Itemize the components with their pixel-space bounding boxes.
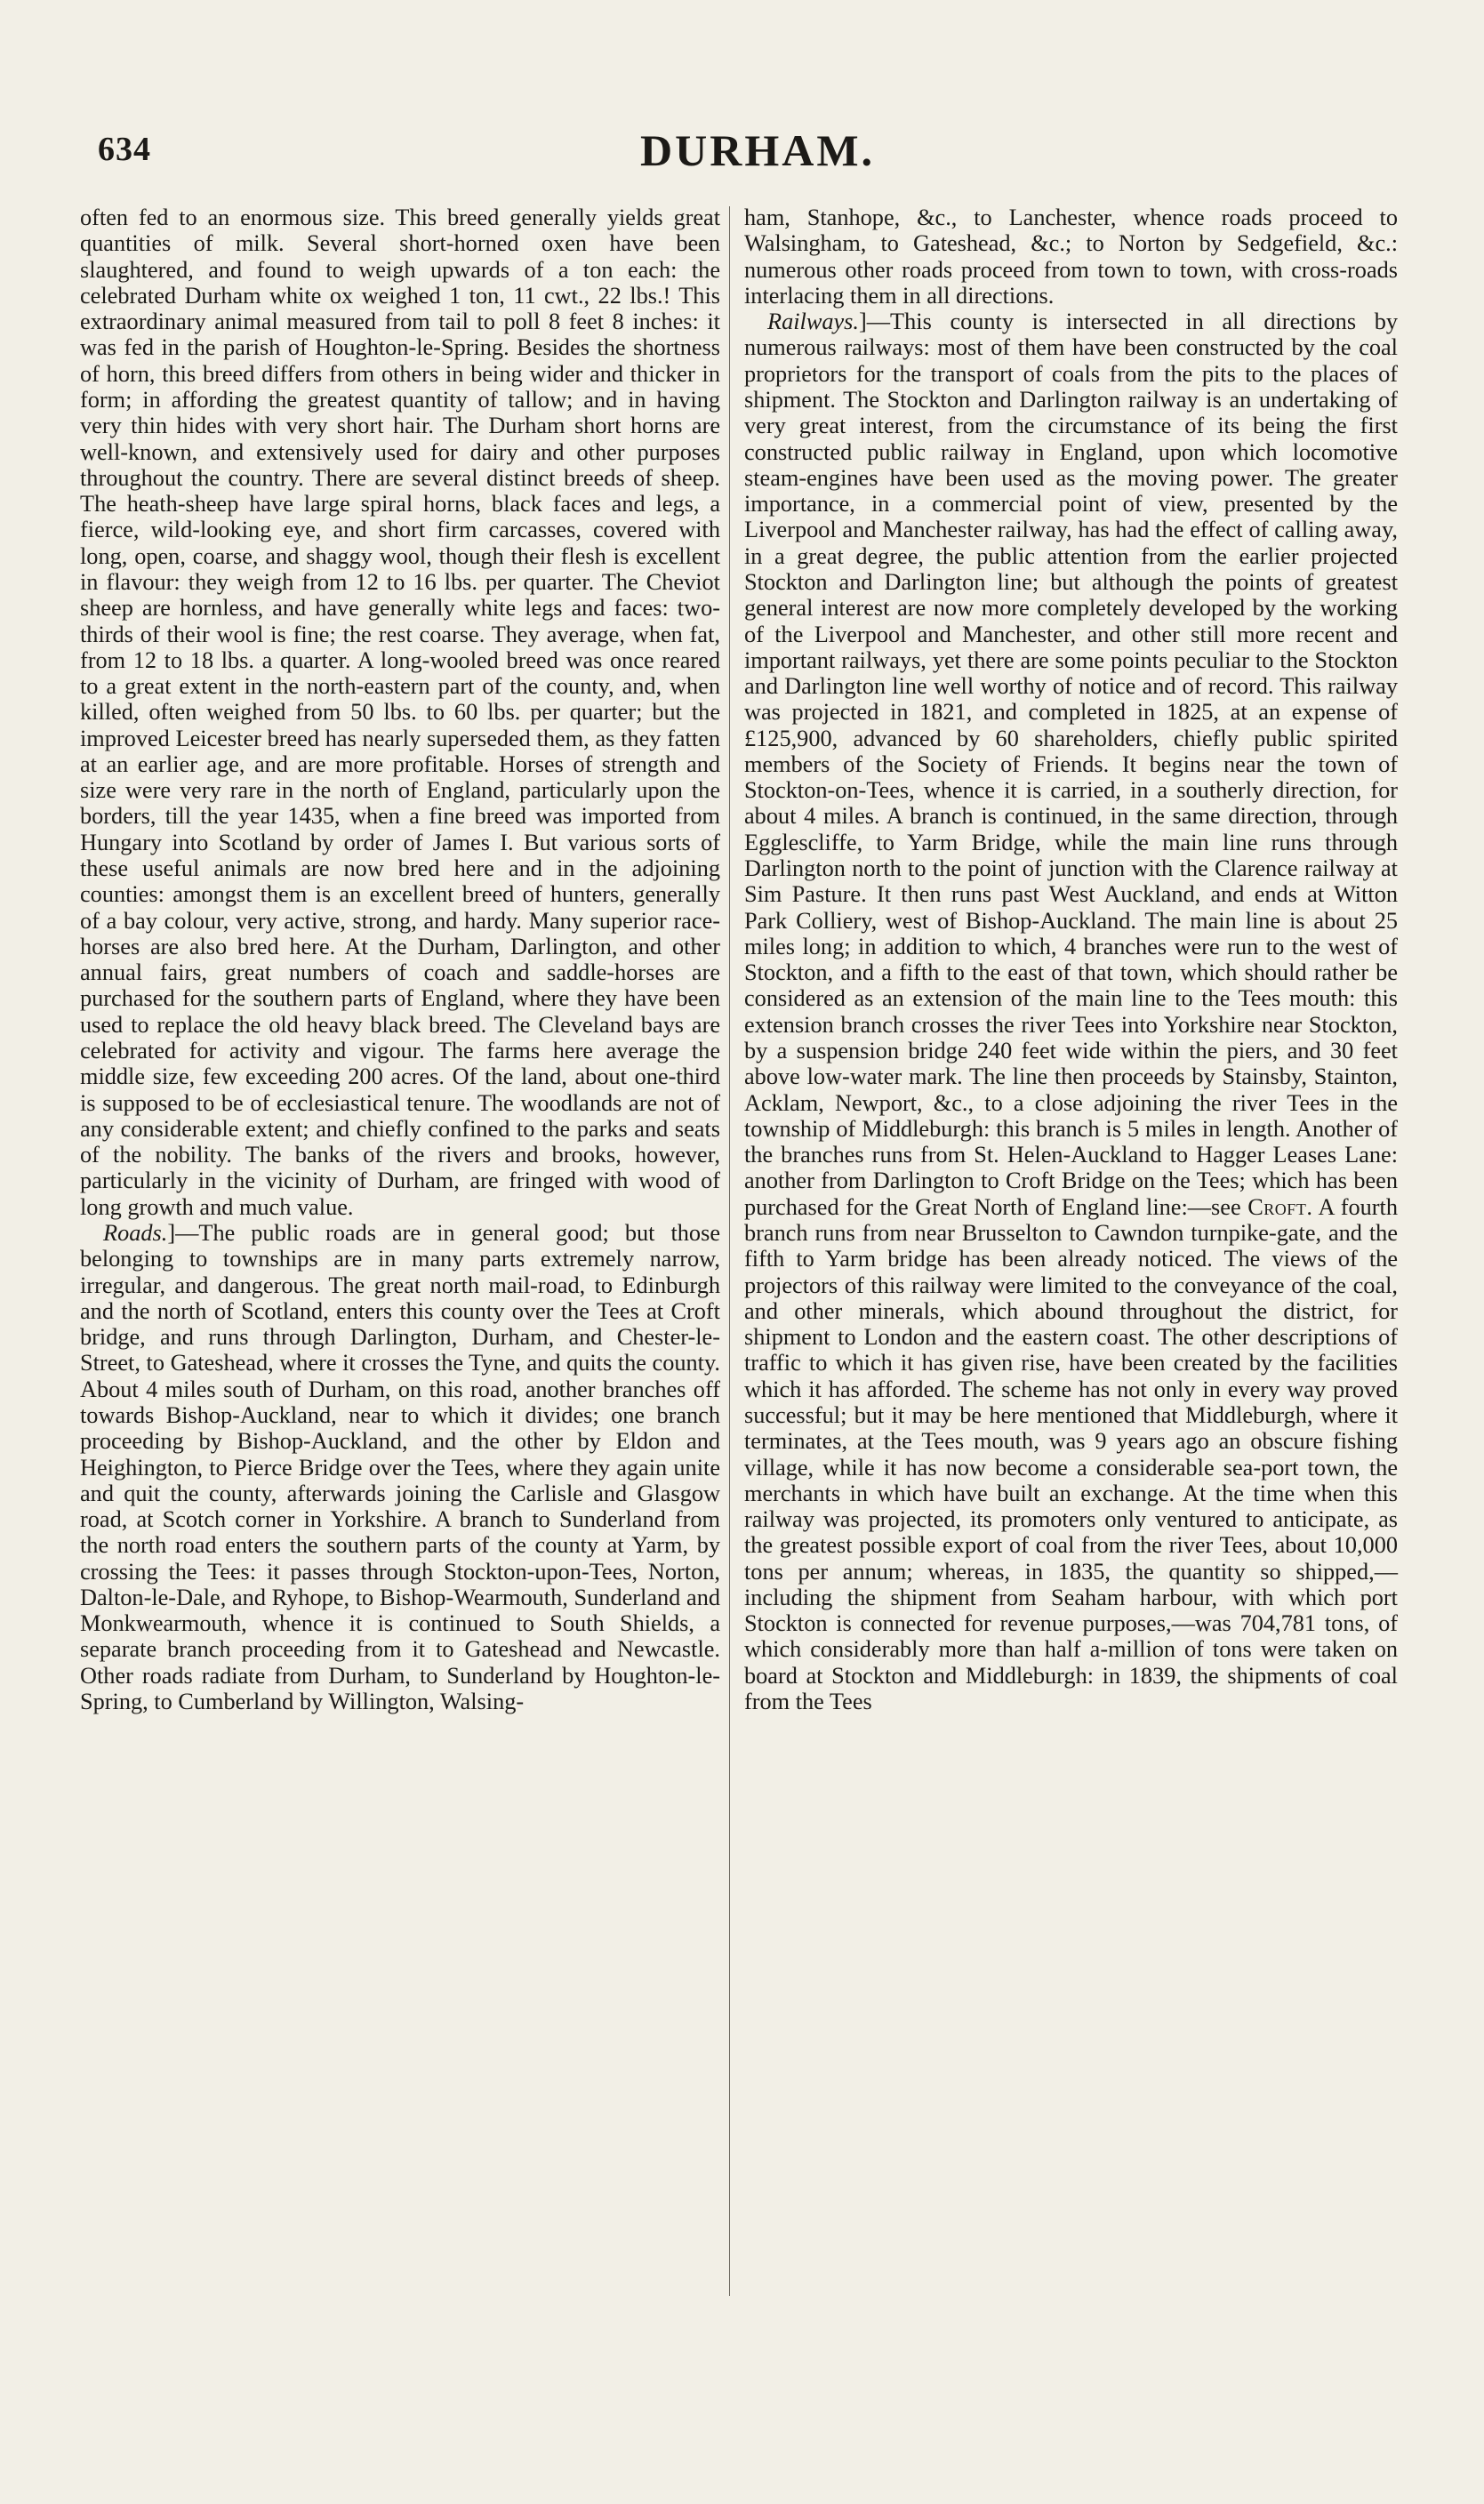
right-column	[744, 205, 1398, 1714]
roads-text: ]—The public roads are in general good; but those belonging to townships are in many parts extremely narrow, irregular, and dangerous. The great north mail-road, to Edinburgh and the north of Scotland, enters this county over the Tees at Croft bridge, and runs through Darlington, Durham, and Chester-le-Street, to Gateshead, where it crosses the Tyne, and quits the county. About 4 miles south of Durham, on this road, another branches off towards Bishop-Auckland, near to which it divides; one branch proceeding by Bishop-Auckland, and the other by Eldon and Heighington, to Pierce Bridge over the Tees, where they again unite and quit the county, afterwards joining the Carlisle and Glasgow road, at Scotch corner in Yorkshire. A branch to Sunderland from the north road enters the southern parts of the county at Yarm, by crossing the Tees: it passes through Stockton-upon-Tees, Norton, Dalton-le-Dale, and Ryhope, to Bishop-Wearmouth, Sunderland and Monkwearmouth, whence it is continued to South Shields, a separate branch proceeding from it to Gateshead and Newcastle. Other roads radiate from Durham, to Sunderland by Houghton-le-Spring, to Cumberland by Willington, Walsing-	[80, 1219, 720, 1715]
roads-continuation-paragraph: ham, Stanhope, &c., to Lanchester, whence roads proceed to Walsingham, to Gateshead, &c.; to Norton by Sedgefield, &c.: numerous other roads proceed from town to town, with cross-roads interlacing them in all directions.	[744, 205, 1398, 309]
page-number: 634	[98, 131, 151, 168]
left-column	[80, 205, 720, 1714]
railways-text-part-2: A fourth branch runs from near Brusselton to Cawndon turnpike-gate, and the fifth to Yarm bridge has been already noticed. The views of the projectors of this railway were limited to the conveyance of the coal, and other minerals, which abound throughout the district, for shipment to London and the eastern coast. The other descriptions of traffic to which it has given rise, have been created by the facilities which it has afforded. The scheme has not only in every way proved successful; but it may be here mentioned that Middleburgh, where it terminates, at the Tees mouth, was 9 years ago an obscure fishing village, while it has now become a considerable sea-port town, the merchants in which have built an exchange. At the time when this railway was projected, its promoters only ventured to anticipate, as the greatest possible export of coal from the river Tees, about 10,000 tons per annum; whereas, in 1835, the quantity so shipped,—including the shipment from Seaham harbour, with which port Stockton is connected for revenue purposes,—was 704,781 tons, of which considerably more than half a-million of tons were taken on board at Stockton and Middleburgh: in 1839, the shipments of coal from the Tees	[744, 1193, 1398, 1715]
livestock-paragraph: often fed to an enormous size. This breed generally yields great quantities of milk. Several short-horned oxen have been slaughtered, and found to weigh upwards of a ton each: the celebrated Durham white ox weighed 1 ton, 11 cwt., 22 lbs.! This extraordinary animal measured from tail to poll 8 feet 8 inches: it was fed in the parish of Houghton-le-Spring. Besides the shortness of horn, this breed differs from others in being wider and thicker in form; in affording the greatest quantity of tallow; and in having very thin hides with very short hair. The Durham short horns are well-known, and extensively used for dairy and other purposes throughout the country. There are several distinct breeds of sheep. The heath-sheep have large spiral horns, black faces and legs, a fierce, wild-looking eye, and short firm carcasses, covered with long, open, coarse, and shaggy wool, though their flesh is excellent in flavour: they weigh from 12 to 16 lbs. per quarter. The Cheviot sheep are hornless, and have generally white legs and faces: two-thirds of their wool is fine; the rest coarse. They average, when fat, from 12 to 18 lbs. a quarter. A long-wooled breed was once reared to a great extent in the north-eastern part of the county, and, when killed, often weighed from 50 lbs. to 60 lbs. per quarter; but the improved Leicester breed has nearly superseded them, as they fatten at an earlier age, and are more profitable. Horses of strength and size were very rare in the north of England, particularly upon the borders, till the year 1435, when a fine breed was imported from Hungary into Scotland by order of James I. But various sorts of these useful animals are now bred here and in the adjoining counties: amongst them is an excellent breed of hunters, generally of a bay colour, very active, strong, and hardy. Many superior race-horses are also bred here. At the Durham, Darlington, and other annual fairs, great numbers of coach and saddle-horses are purchased for the southern parts of England, where they have been used to replace the old heavy black breed. The Cleveland bays are celebrated for activity and vigour. The farms here average the middle size, few exceeding 200 acres. Of the land, about one-third is supposed to be of ecclesiastical tenure. The woodlands are not of any considerable extent; and chiefly confined to the parks and seats of the nobility. The banks of the rivers and brooks, however, particularly in the vicinity of Durham, are fringed with wood of long growth and much value.	[80, 205, 720, 1220]
running-title: DURHAM.	[640, 125, 876, 175]
railways-heading: Railways.	[767, 309, 859, 335]
column-divider	[729, 206, 730, 2296]
railways-paragraph	[744, 309, 1398, 1714]
roads-paragraph	[80, 1220, 720, 1714]
cross-reference-croft: Croft.	[1247, 1193, 1313, 1220]
page-header	[98, 124, 1414, 178]
railways-text-part-1: ]—This county is intersected in all directions by numerous railways: most of them have been constructed by the coal proprietors for the transport of coals from the pits to the places of shipment. The Stockton and Darlington railway is an undertaking of very great interest, from the circumstance of its being the first constructed public railway in England, upon which locomotive steam-engines have been used as the moving power. The greater importance, in a commercial point of view, presented by the Liverpool and Manchester railway, has had the effect of calling away, in a great degree, the public attention from the earlier projected Stockton and Darlington line; but although the points of greatest general interest are now more completely developed by the working of the Liverpool and Manchester, and other still more recent and important railways, yet there are some points peculiar to the Stockton and Darlington line well worthy of notice and of record. This railway was projected in 1821, and completed in 1825, at an expense of £125,900, advanced by 60 shareholders, chiefly public spirited members of the Society of Friends. It begins near the town of Stockton-on-Tees, whence it is carried, in a southerly direction, for about 4 miles. A branch is continued, in the same direction, through Egglescliffe, to Yarm Bridge, while the main line runs through Darlington north to the point of junction with the Clarence railway at Sim Pasture. It then runs past West Auckland, and ends at Witton Park Colliery, west of Bishop-Auckland. The main line is about 25 miles long; in addition to which, 4 branches were run to the west of Stockton, and a fifth to the east of that town, which should rather be considered as an extension of the main line to the Tees mouth: this extension branch crosses the river Tees into Yorkshire near Stockton, by a suspension bridge 240 feet wide within the piers, and 30 feet above low-water mark. The line then proceeds by Stainsby, Stainton, Acklam, Newport, &c., to a close adjoining the river Tees in the township of Middleburgh: this branch is 5 miles in length. Another of the branches runs from St. Helen-Auckland to Hagger Leases Lane: another from Darlington to Croft Bridge on the Tees; which has been purchased for the Great North of England line:—see	[744, 309, 1398, 1220]
roads-heading: Roads.	[103, 1219, 168, 1246]
